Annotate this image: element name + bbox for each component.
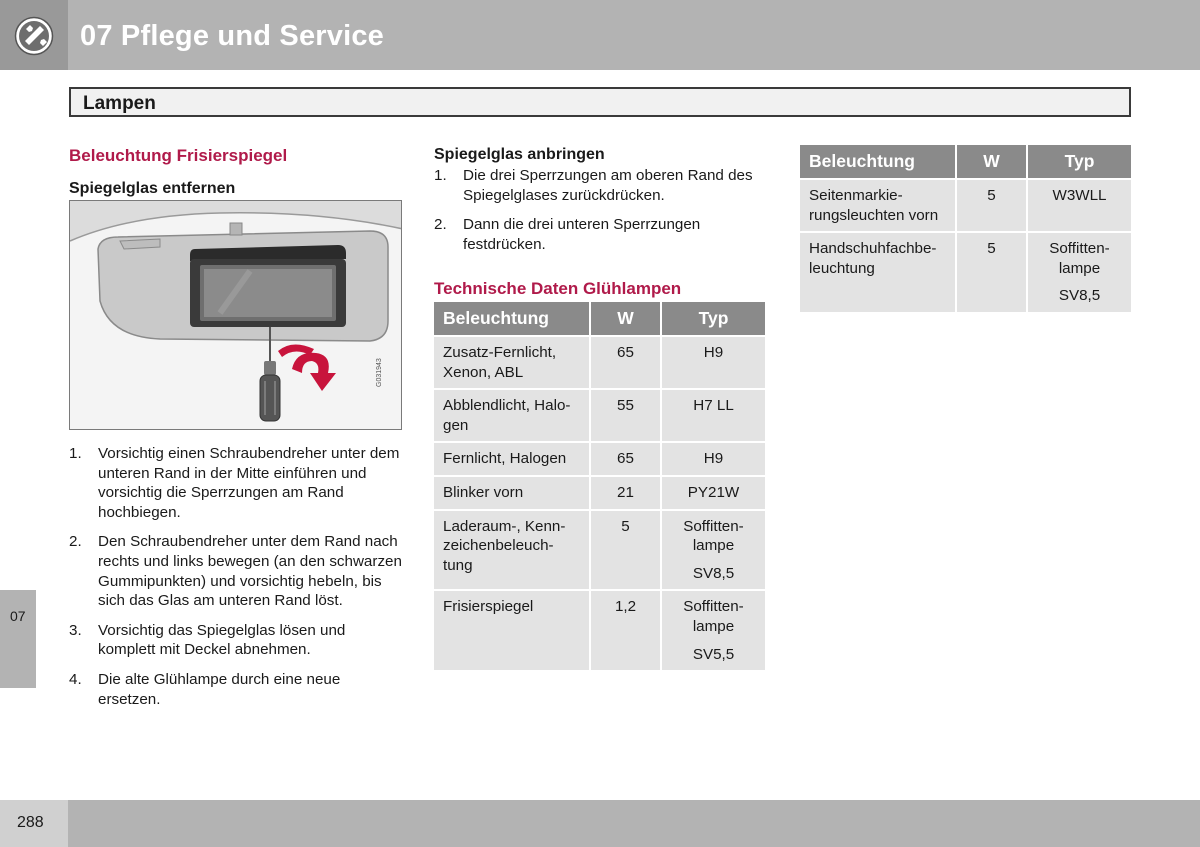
list-item: 2. Den Schraubendreher unter dem Rand nach rechts und links bewegen (an den schwarzen Gummipunkten) und vorsichtig hebeln, bis sich das Glas am unteren Rand löst. — [69, 533, 402, 610]
table-row: Zusatz-Fernlicht, Xenon, ABL 65 H9 — [434, 337, 765, 388]
table-row: Abblendlicht, Halo- gen 55 H7 LL — [434, 390, 765, 441]
chapter-side-tab-label: 07 — [10, 608, 26, 624]
install-glass-subheading: Spiegelglas anbringen — [434, 146, 605, 163]
mirror-lighting-heading: Beleuchtung Frisierspiegel — [69, 146, 288, 165]
col-header-lighting: Beleuchtung — [800, 145, 955, 178]
bulb-table-main — [432, 300, 767, 672]
col-header-lighting: Beleuchtung — [434, 302, 589, 335]
section-title: Lampen — [83, 93, 156, 114]
table-row: Blinker vorn 21 PY21W — [434, 477, 765, 509]
remove-glass-subheading: Spiegelglas entfernen — [69, 180, 236, 197]
section-title-box — [69, 87, 1131, 117]
page-number: 288 — [17, 814, 44, 831]
chapter-side-tab — [0, 590, 36, 688]
list-item: 4. Die alte Glühlampe durch eine neue ersetzen. — [69, 670, 341, 708]
install-steps-list — [434, 166, 772, 264]
list-item: 1. Die drei Sperrzungen am oberen Rand des Spiegelglases zurückdrücken. — [434, 167, 753, 204]
wrench-icon — [14, 16, 54, 56]
remove-steps-list — [69, 444, 405, 719]
vanity-mirror-illustration — [69, 200, 402, 430]
table-row: Fernlicht, Halogen 65 H9 — [434, 443, 765, 475]
col-header-type: Typ — [1028, 145, 1131, 178]
list-item: 2. Dann die drei unteren Sperrzungen festdrücken. — [434, 216, 701, 253]
table-row: Frisierspiegel 1,2 Soffitten- lampe SV5,5 — [434, 591, 765, 670]
col-header-watt: W — [957, 145, 1026, 178]
table-row: Handschuhfachbe- leuchtung 5 Soffitten- lampe SV8,5 — [800, 233, 1131, 312]
footer-band — [0, 800, 1200, 847]
bulb-data-heading: Technische Daten Glühlampen — [434, 279, 682, 298]
chapter-header-band — [0, 0, 1200, 70]
list-item: 3. Vorsichtig das Spiegelglas lösen und komplett mit Deckel abnehmen. — [69, 621, 346, 659]
table-row: Laderaum-, Kenn- zeichenbeleuch- tung 5 Soffitten- lampe SV8,5 — [434, 511, 765, 590]
chapter-title: 07 Pflege und Service — [80, 20, 384, 52]
list-item: 1. Vorsichtig einen Schraubendreher unter dem unteren Rand in der Mitte einführen und vorsichtig die Sperrzungen am Rand hochbiegen. — [69, 445, 400, 521]
col-header-type: Typ — [662, 302, 765, 335]
bulb-table-continued — [798, 143, 1133, 314]
col-header-watt: W — [591, 302, 660, 335]
table-row: Seitenmarkie- rungsleuchten vorn 5 W3WLL — [800, 180, 1131, 231]
figure-code: G031943 — [376, 358, 383, 387]
